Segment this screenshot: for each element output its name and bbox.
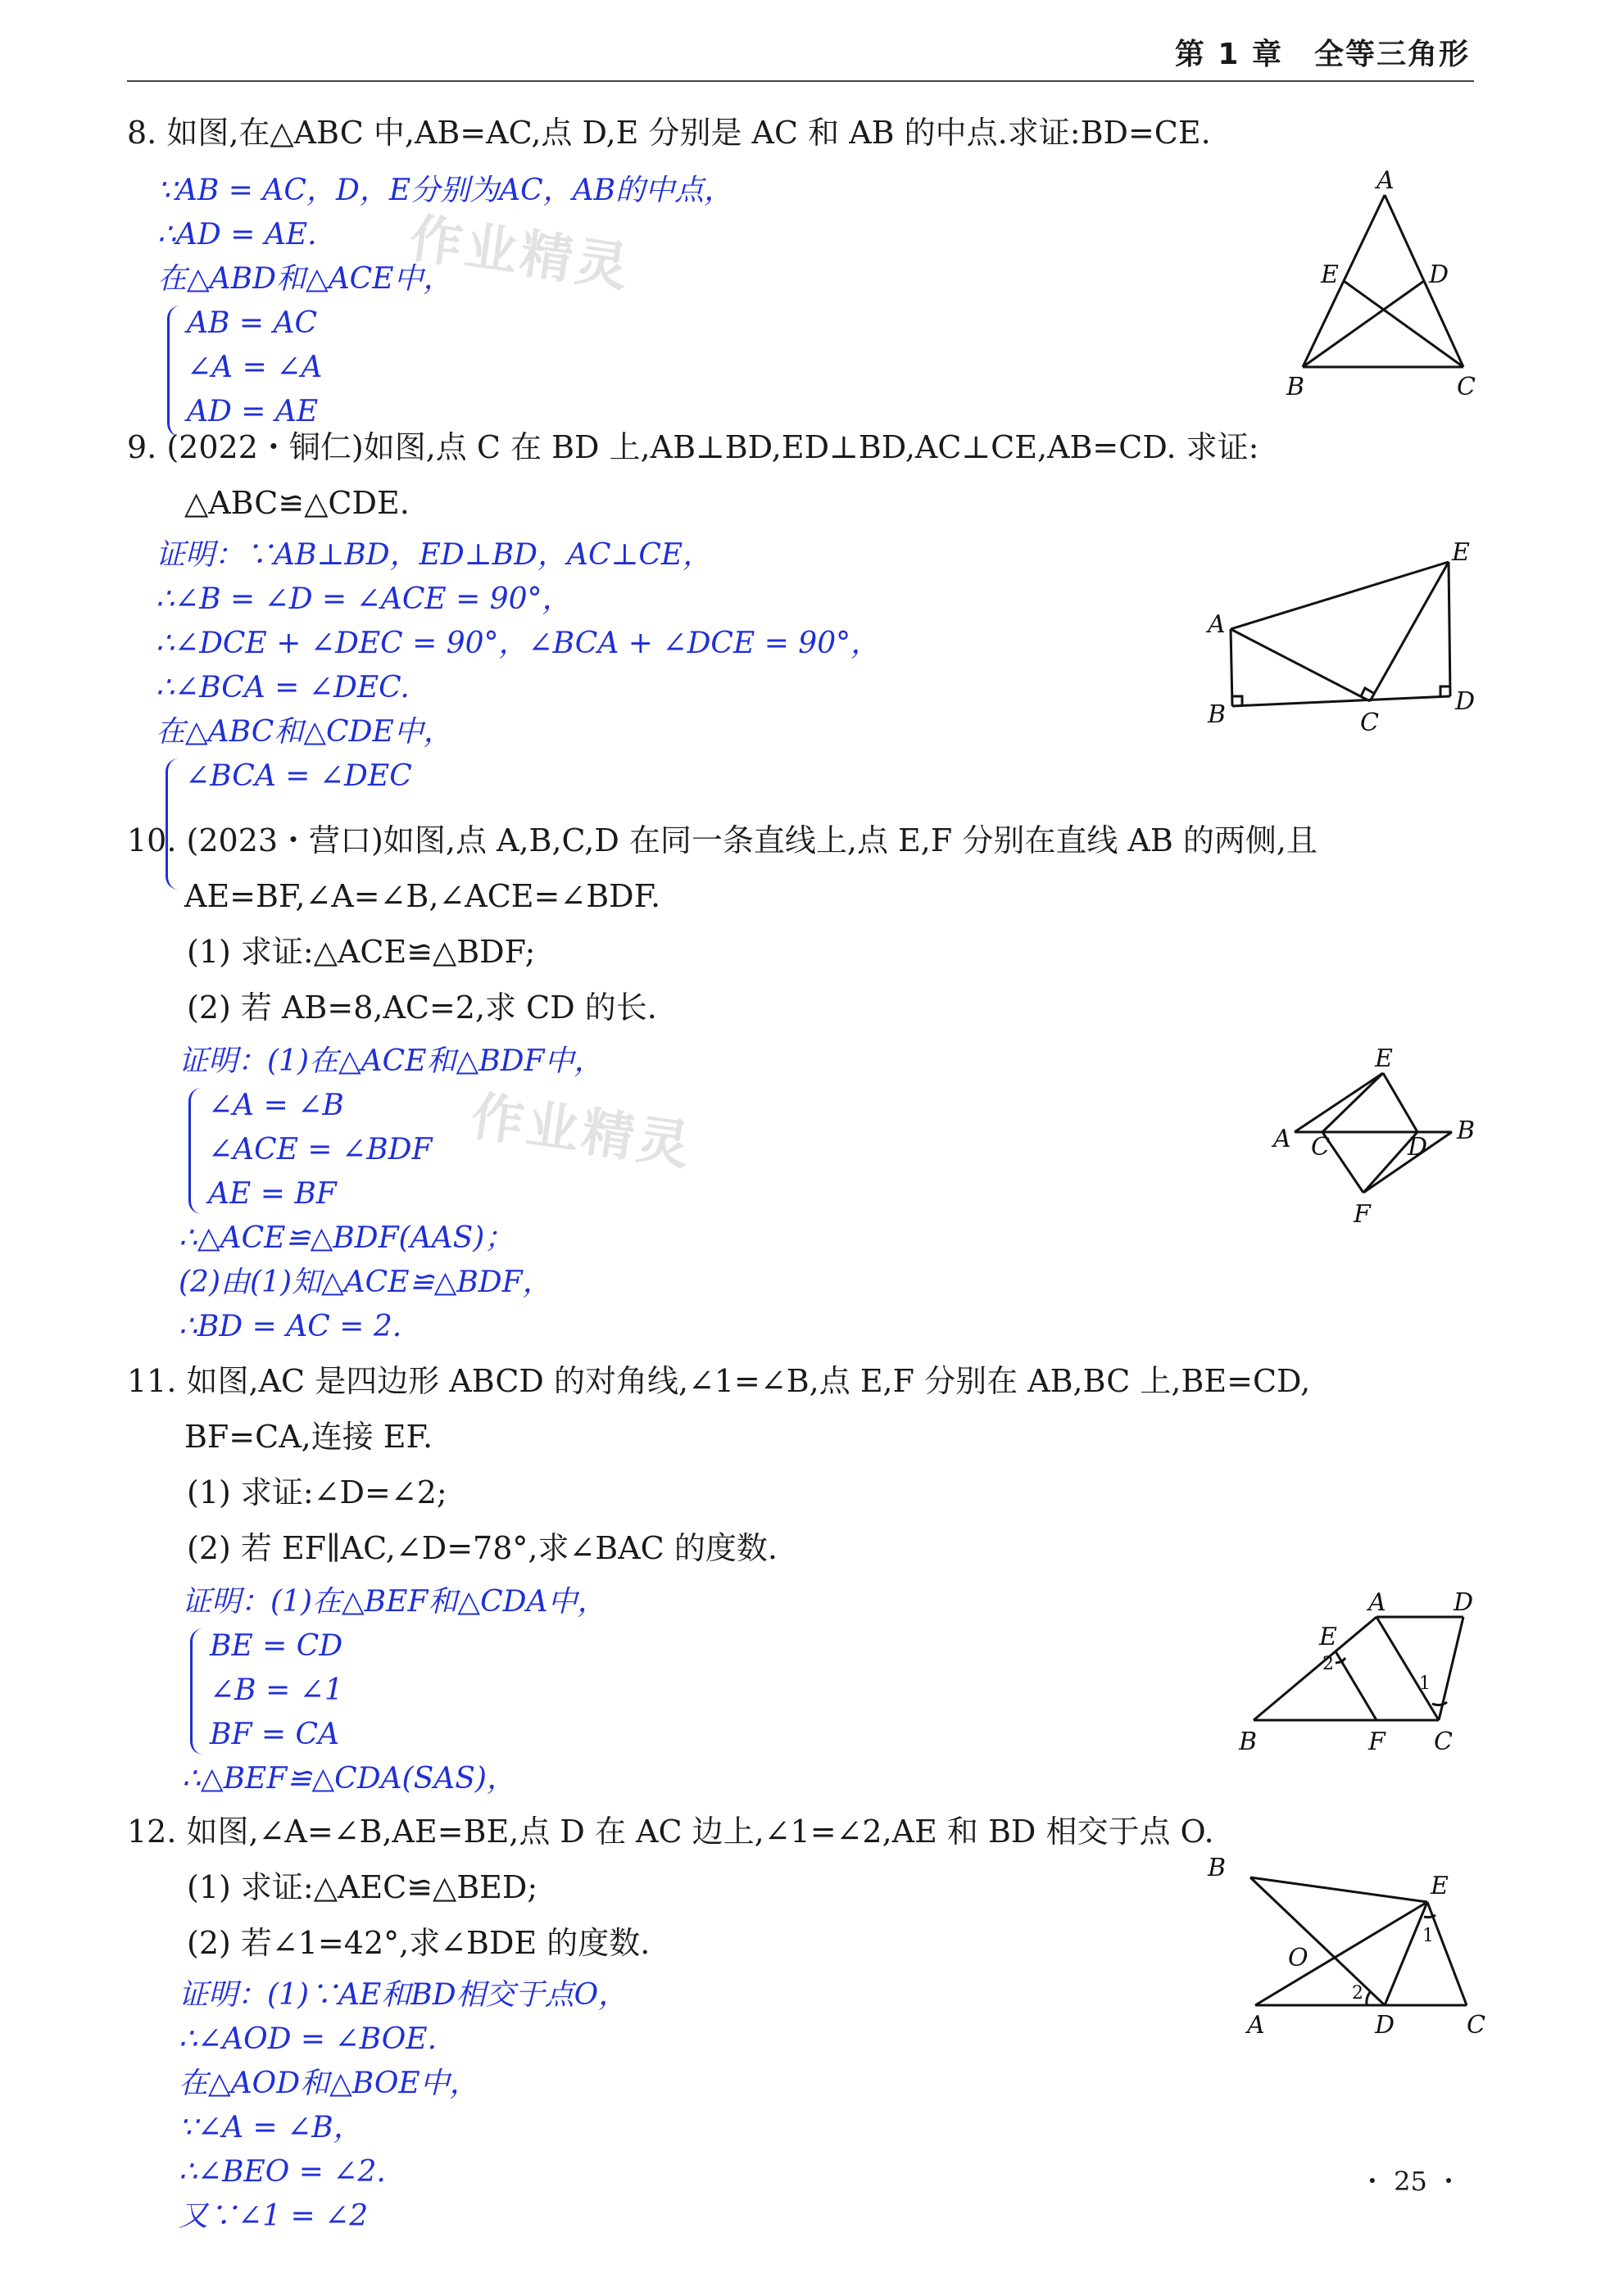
question-11-line2: BF=CA,连接 EF. — [184, 1419, 433, 1455]
question-9-line2: △ABC≌△CDE. — [184, 485, 410, 521]
answer-line: ∵AB = AC，D，E分别为AC，AB的中点， — [157, 174, 734, 207]
answer-line: AB = AC — [187, 306, 318, 340]
chapter-title: 第 1 章 全等三角形 — [1174, 38, 1470, 71]
question-11-line1: 11. 如图,AC 是四边形 ABCD 的对角线,∠1=∠B,点 E,F 分别在 AB,BC 上,BE=CD, — [127, 1363, 1311, 1399]
label-c: C — [1434, 1728, 1453, 1756]
answer-line: AD = AE — [187, 395, 319, 428]
figure-12 — [1196, 1851, 1483, 2048]
label-d: D — [1429, 260, 1449, 289]
answer-line: ∠B = ∠1 — [210, 1673, 343, 1707]
answer-line: ∴∠BEO = ∠2. — [179, 2155, 386, 2189]
answer-line: ∴△BEF≌△CDA(SAS)， — [182, 1762, 516, 1796]
label-c: C — [1467, 2011, 1485, 2040]
label-f: F — [1368, 1728, 1386, 1756]
figure-8 — [1278, 164, 1475, 401]
label-e: E — [1319, 1623, 1337, 1651]
label-a: A — [1376, 166, 1395, 195]
answer-12-clip — [179, 1972, 916, 2233]
label-a: A — [1368, 1588, 1386, 1617]
question-11-part1: (1) 求证:∠D=∠2; — [187, 1474, 447, 1510]
question-12-part1: (1) 求证:△AEC≌△BED; — [187, 1869, 538, 1905]
label-c: C — [1360, 709, 1379, 737]
question-10-part2: (2) 若 AB=8,AC=2,求 CD 的长. — [187, 989, 657, 1026]
answer-line: ∠BCA = ∠DEC — [185, 759, 412, 793]
answer-line: 证明：(1)∵AE和BD相交于点O， — [179, 1978, 628, 2012]
figure-10 — [1262, 1040, 1483, 1237]
answer-line: 在△ABC和△CDE中， — [156, 715, 453, 749]
label-b: B — [1239, 1728, 1258, 1756]
watermark: 作业精灵 — [467, 1086, 696, 1178]
question-12-part2: (2) 若∠1=42°,求∠BDE 的度数. — [187, 1925, 651, 1961]
figure-9 — [1196, 532, 1475, 737]
answer-line: ∵∠A = ∠B， — [179, 2111, 363, 2144]
brace — [188, 1088, 206, 1214]
answer-line: 在△AOD和△BOE中， — [179, 2067, 479, 2100]
label-d: D — [1454, 1588, 1474, 1617]
label-d: D — [1408, 1133, 1428, 1162]
label-d: D — [1455, 687, 1476, 716]
label-c: C — [1457, 373, 1476, 401]
question-11 — [127, 1353, 1487, 1465]
question-9 — [127, 419, 1487, 531]
answer-9-clip — [156, 532, 1139, 801]
answer-line: 在△ABD和△ACE中， — [157, 262, 453, 296]
label-b: B — [1457, 1116, 1476, 1145]
angle-2-label: 2 — [1352, 1983, 1363, 2004]
question-10-line2: AE=BF,∠A=∠B,∠ACE=∠BDF. — [184, 878, 661, 914]
answer-line: ∴△ACE≌△BDF(AAS)； — [179, 1221, 515, 1255]
angle-1-label: 1 — [1419, 1673, 1431, 1694]
answer-line: 证明：(1)在△ACE和△BDF中， — [179, 1044, 604, 1078]
answer-line: AE = BF — [208, 1177, 337, 1211]
label-a: A — [1208, 610, 1226, 639]
answer-line: ∠A = ∠B — [208, 1089, 344, 1122]
question-10-part1: (1) 求证:△ACE≌△BDF; — [187, 934, 536, 970]
answer-line: ∴∠AOD = ∠BOE. — [179, 2022, 438, 2056]
watermark: 作业精灵 — [406, 208, 635, 300]
label-o: O — [1288, 1944, 1308, 1972]
question-10-line1: 10. (2023・营口)如图,点 A,B,C,D 在同一条直线上,点 E,F 分别在直线 AB 的两侧,且 — [127, 822, 1318, 858]
question-10 — [127, 813, 1487, 924]
answer-line: ∴∠DCE + ∠DEC = 90°，∠BCA + ∠DCE = 90°， — [156, 627, 881, 660]
header-divider — [127, 80, 1474, 82]
angle-2-label: 2 — [1322, 1654, 1334, 1674]
question-9-line1: 9. (2022・铜仁)如图,点 C 在 BD 上,AB⊥BD,ED⊥BD,AC⊥CE,AB=CD. 求证: — [127, 429, 1259, 465]
label-e: E — [1375, 1044, 1393, 1073]
answer-line: BE = CD — [210, 1629, 343, 1663]
label-e: E — [1452, 538, 1470, 567]
answer-line: (2)由(1)知△ACE≌△BDF， — [179, 1266, 552, 1299]
label-a: A — [1273, 1125, 1291, 1153]
label-e: E — [1321, 260, 1339, 289]
answer-line: ∴AD = AE. — [157, 218, 317, 251]
question-8: 8. 如图,在△ABC 中,AB=AC,点 D,E 分别是 AC 和 AB 的中点.求证:BD=CE. — [127, 115, 1211, 151]
label-b: B — [1286, 373, 1305, 401]
answer-line: ∴BD = AC = 2. — [179, 1310, 402, 1343]
question-12: 12. 如图,∠A=∠B,AE=BE,点 D 在 AC 边上,∠1=∠2,AE 和 BD 相交于点 O. — [127, 1814, 1214, 1850]
label-b: B — [1208, 1854, 1227, 1882]
answer-line: 证明：(1)在△BEF和△CDA中， — [182, 1585, 607, 1619]
label-a: A — [1247, 2011, 1265, 2040]
question-11-part2: (2) 若 EF∥AC,∠D=78°,求∠BAC 的度数. — [187, 1530, 778, 1566]
figure-11 — [1229, 1581, 1491, 1761]
label-d: D — [1375, 2011, 1395, 2040]
brace — [167, 306, 184, 437]
label-f: F — [1354, 1200, 1371, 1229]
label-c: C — [1311, 1133, 1330, 1162]
angle-1-label: 1 — [1422, 1926, 1434, 1946]
answer-line: ∴∠B = ∠D = ∠ACE = 90°， — [156, 582, 572, 616]
answer-line: 证明：∵AB⊥BD，ED⊥BD，AC⊥CE， — [156, 538, 713, 572]
label-e: E — [1431, 1872, 1449, 1900]
answer-line: ∠A = ∠A — [187, 351, 323, 384]
brace — [190, 1628, 207, 1755]
label-b: B — [1208, 700, 1227, 729]
answer-line: ∴∠BCA = ∠DEC. — [156, 671, 410, 704]
page-number: ・ 25 ・ — [1358, 2166, 1462, 2197]
answer-line: ∠ACE = ∠BDF — [208, 1133, 433, 1166]
answer-line: BF = CA — [210, 1718, 340, 1751]
answer-line: 又∵∠1 = ∠2 — [179, 2199, 369, 2233]
